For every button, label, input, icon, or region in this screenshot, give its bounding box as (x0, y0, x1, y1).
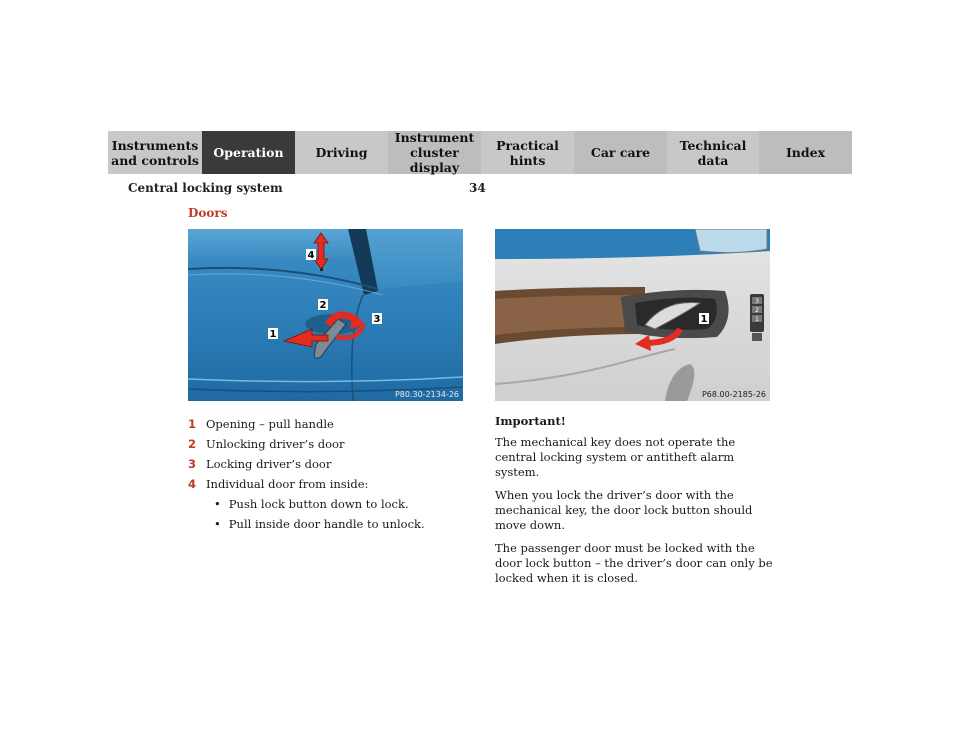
tab-label-line1: Technical (679, 137, 747, 153)
list-item (188, 454, 468, 474)
tab-label-line1: Instrument (394, 130, 475, 145)
svg-text:4: 4 (307, 250, 315, 261)
tab-label-line2: cluster display (409, 145, 460, 175)
tab-operation[interactable] (202, 131, 295, 174)
callout-1 (268, 328, 278, 340)
item-text: Individual door from inside: (206, 477, 369, 491)
exterior-door-illustration (188, 229, 463, 401)
tab-index[interactable] (759, 131, 852, 174)
tab-label-line2: data (697, 152, 729, 168)
tab-label-line1: Instruments (111, 137, 199, 153)
svg-text:3: 3 (373, 314, 381, 325)
page-header-title: Central locking system (128, 181, 283, 195)
chapter-nav (108, 131, 852, 174)
tab-technical-data[interactable] (667, 131, 759, 174)
switch-label-3: 3 (755, 298, 759, 305)
tab-label: Operation (213, 145, 284, 160)
page-number: 34 (469, 181, 486, 195)
tab-driving[interactable] (295, 131, 388, 174)
tab-label: Practical hints (496, 137, 559, 168)
callout-3 (372, 313, 382, 325)
item-number: 1 (188, 417, 197, 431)
figure-code: P68.00-2185-26 (701, 390, 766, 399)
list-item (188, 434, 468, 454)
item-number: 4 (188, 477, 197, 491)
tab-label: Car care (590, 145, 651, 160)
svg-text:1: 1 (700, 314, 708, 325)
tab-label: Driving (315, 145, 368, 160)
svg-text:2: 2 (319, 300, 327, 311)
important-paragraph: The mechanical key does not operate the central locking system or antitheft alarm system. (495, 435, 736, 479)
item-text: Opening – pull handle (206, 417, 334, 431)
item-number: 2 (188, 437, 197, 451)
tab-instrument-cluster-display[interactable] (388, 131, 481, 174)
tab-car-care[interactable] (574, 131, 667, 174)
tab-label-line2: and controls (111, 152, 199, 168)
callout-4 (306, 249, 316, 261)
callout-2 (318, 299, 328, 311)
legend-list (188, 414, 468, 534)
bullet-item: • Push lock button down to lock. (188, 494, 468, 514)
switch-label-1: 1 (755, 316, 759, 323)
exterior-door-figure (188, 229, 463, 401)
interior-door-illustration (495, 229, 770, 401)
important-heading: Important! (495, 414, 566, 428)
important-paragraph: When you lock the driver’s door with the mechanical key, the door lock button should move down. (495, 488, 753, 532)
important-note (495, 414, 780, 594)
interior-door-figure (495, 229, 770, 401)
tab-label: Index (785, 145, 826, 160)
tab-practical-hints[interactable] (481, 131, 574, 174)
item-text: Unlocking driver’s door (206, 437, 345, 451)
callout-1 (699, 313, 709, 325)
tab-instruments-and-controls[interactable] (108, 131, 202, 174)
important-paragraph: The passenger door must be locked with the door lock button – the driver’s door can only be locked when it is closed. (495, 541, 773, 585)
svg-text:1: 1 (269, 329, 277, 340)
list-item (188, 474, 468, 494)
bullet-item: • Pull inside door handle to unlock. (188, 514, 468, 534)
item-number: 3 (188, 457, 197, 471)
figure-code: P80.30-2134-26 (394, 390, 459, 399)
list-item (188, 414, 468, 434)
switch-label-2: 2 (755, 307, 759, 314)
section-title: Doors (188, 206, 228, 220)
item-text: Locking driver’s door (206, 457, 332, 471)
